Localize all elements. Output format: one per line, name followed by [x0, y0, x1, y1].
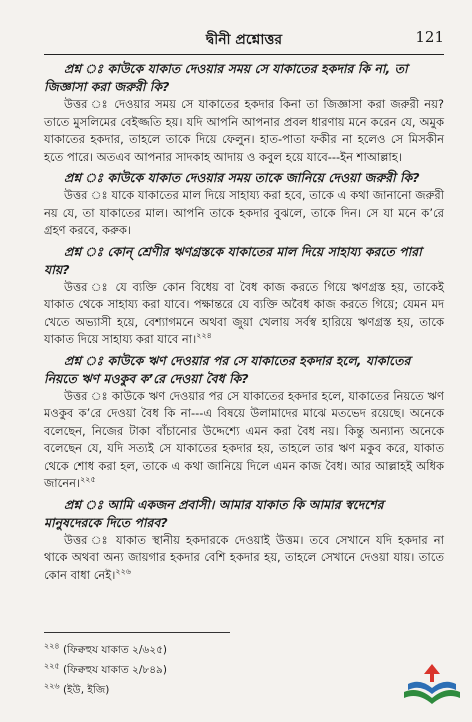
answer-text: [44, 187, 444, 240]
book-logo-icon: [400, 660, 464, 712]
footnote-text: (ফিক্বহুয যাকাত ২/৮৪৯): [62, 664, 167, 676]
footnote-marker[interactable]: ২২৫: [80, 475, 96, 485]
footnote: [44, 680, 344, 700]
answer-text: [44, 532, 444, 585]
footnote-rule: [44, 632, 230, 633]
answer-body: উত্তর ঃ কাউকে ঋণ দেওয়ার পর সে যাকাতের হকদার হলে, যাকাতের নিয়তে ঋণ মওকুব ক’রে দেওয়া বৈধ কি না---এ বিষয়ে উলামাদের মাঝে মতভেদ রয়েছে। অনেকে বলেছেন, নিজের টাকা বাঁচানোর উদ্দেশ্যে এমন করা বৈধ নয়। কিন্তু অন্যান্য অনেকে বলেছেন যে, যদি সত্যই সে যাকাতের হকদার হয়, তাহলে তার ঋণ মকুব করে, যাকাত থেকে শোধ করা হল, তাকে এ কথা জানিয়ে দিলে এমন কাজ বৈধ। আর আল্লাহই অধিক জানেন।: [44, 388, 444, 490]
running-title: দ্বীনী প্রশ্নোত্তর: [205, 32, 283, 48]
question-text: প্রশ্ন ঃ কাউকে যাকাত দেওয়ার সময় সে যাকাতের হকদার কি না, তা জিজ্ঞাসা করা জরুরী কি?: [44, 61, 408, 94]
answer-text: [44, 279, 444, 349]
footnote: [44, 660, 344, 680]
question-text: প্রশ্ন ঃ কোন্ শ্রেণীর ঋণগ্রস্তকে যাকাতের মাল দিয়ে সাহায্য করতে পারা যায়?: [44, 243, 422, 277]
answer-body: উত্তর ঃ যাকে যাকাতের মাল দিয়ে সাহায্য করা হবে, তাকে এ কথা জানানো জরুরী নয় যে, তা যাকাতের মাল। আপনি তাকে হকদার বুঝলে, তাকে দিন। সে যা মনে ক’রে গ্রহণ করবে, করুক।: [44, 188, 444, 237]
footnotes: [44, 640, 344, 700]
qa-item: [44, 169, 444, 240]
footnote-text: (ইউ, ইজি): [62, 684, 110, 696]
page-header: [44, 28, 444, 52]
question-text: প্রশ্ন ঃ আমি একজন প্রবাসী। আমার যাকাত কি আমার স্বদেশের মানুষদেরকে দিতে পারব?: [44, 496, 384, 530]
answer-body: উত্তর ঃ দেওয়ার সময় সে যাকাতের হকদার কিনা তা জিজ্ঞাসা করা জরুরী নয়? তাতে মুসলিমের বেইজ্জতি হয়। যদি আপনি আপনার প্রবল ধারণায় মনে করেন যে, অমুক যাকাতের হকদার, তাহলে তাকে দিয়ে ফেলুন। হাত-পাতা ফকীর না হলেও সে মিসকীন হতে পারে। অতএব আপনার সাদকাহ আদায় ও কবুল হয়ে যাবে---ইন শাআল্লাহ।: [44, 97, 444, 164]
footnote-marker[interactable]: ২২৪: [196, 331, 212, 341]
footnote-number: ২২৪: [44, 641, 60, 651]
answer-text: [44, 388, 444, 493]
footnote-number: ২২৫: [44, 661, 60, 671]
answer-body: উত্তর ঃ যাকাত স্থানীয় হকদারকে দেওয়াই উত্তম। তবে সেখানে যদি হকদার না থাকে অথবা অন্য জায়গার হকদার বেশি হকদার হয়, তাহলে সেখানে দেওয়া যায়। তাতে কোন বাধা নেই।: [44, 532, 444, 582]
logo-arrow-red: [424, 664, 440, 682]
qa-item: [44, 496, 444, 585]
question-text: প্রশ্ন ঃ কাউকে যাকাত দেওয়ার সময় তাকে জানিয়ে দেওয়া জরুরী কি?: [64, 170, 420, 185]
answer-body: উত্তর ঃ যে ব্যক্তি কোন বিধেয় বা বৈধ কাজ করতে গিয়ে ঋণগ্রস্ত হয়, তাকেই যাকাত থেকে সাহায্য করা যাবে। পক্ষান্তরে যে ব্যক্তি অবৈধ কাজ করতে গিয়ে; যেমন মদ খেতে অভ্যাসী হয়ে, বেশ্যাগমনে অথবা জুয়া খেলায় সর্বস্ব হারিয়ে ঋণগ্রস্ত হয়, তাকে যাকাত দিয়ে সাহায্য করা যাবে না।: [44, 279, 444, 346]
qa-item: [44, 352, 444, 493]
footnote-text: (ফিক্বহুয যাকাত ২/৬২৫): [62, 644, 167, 656]
qa-content: [44, 60, 444, 587]
header-rule: [44, 54, 444, 55]
question-text: প্রশ্ন ঃ কাউকে ঋণ দেওয়ার পর সে যাকাতের হকদার হলে, যাকাতের নিয়তে ঋণ মওকুব ক’রে দেওয়া বৈধ কি?: [44, 352, 411, 386]
qa-item: [44, 60, 444, 166]
answer-text: [44, 96, 444, 166]
footnote-number: ২২৬: [44, 681, 60, 691]
footnote-marker[interactable]: ২২৬: [115, 566, 131, 576]
page-number: 121: [415, 28, 444, 46]
qa-item: [44, 243, 444, 349]
footnote: [44, 640, 344, 660]
